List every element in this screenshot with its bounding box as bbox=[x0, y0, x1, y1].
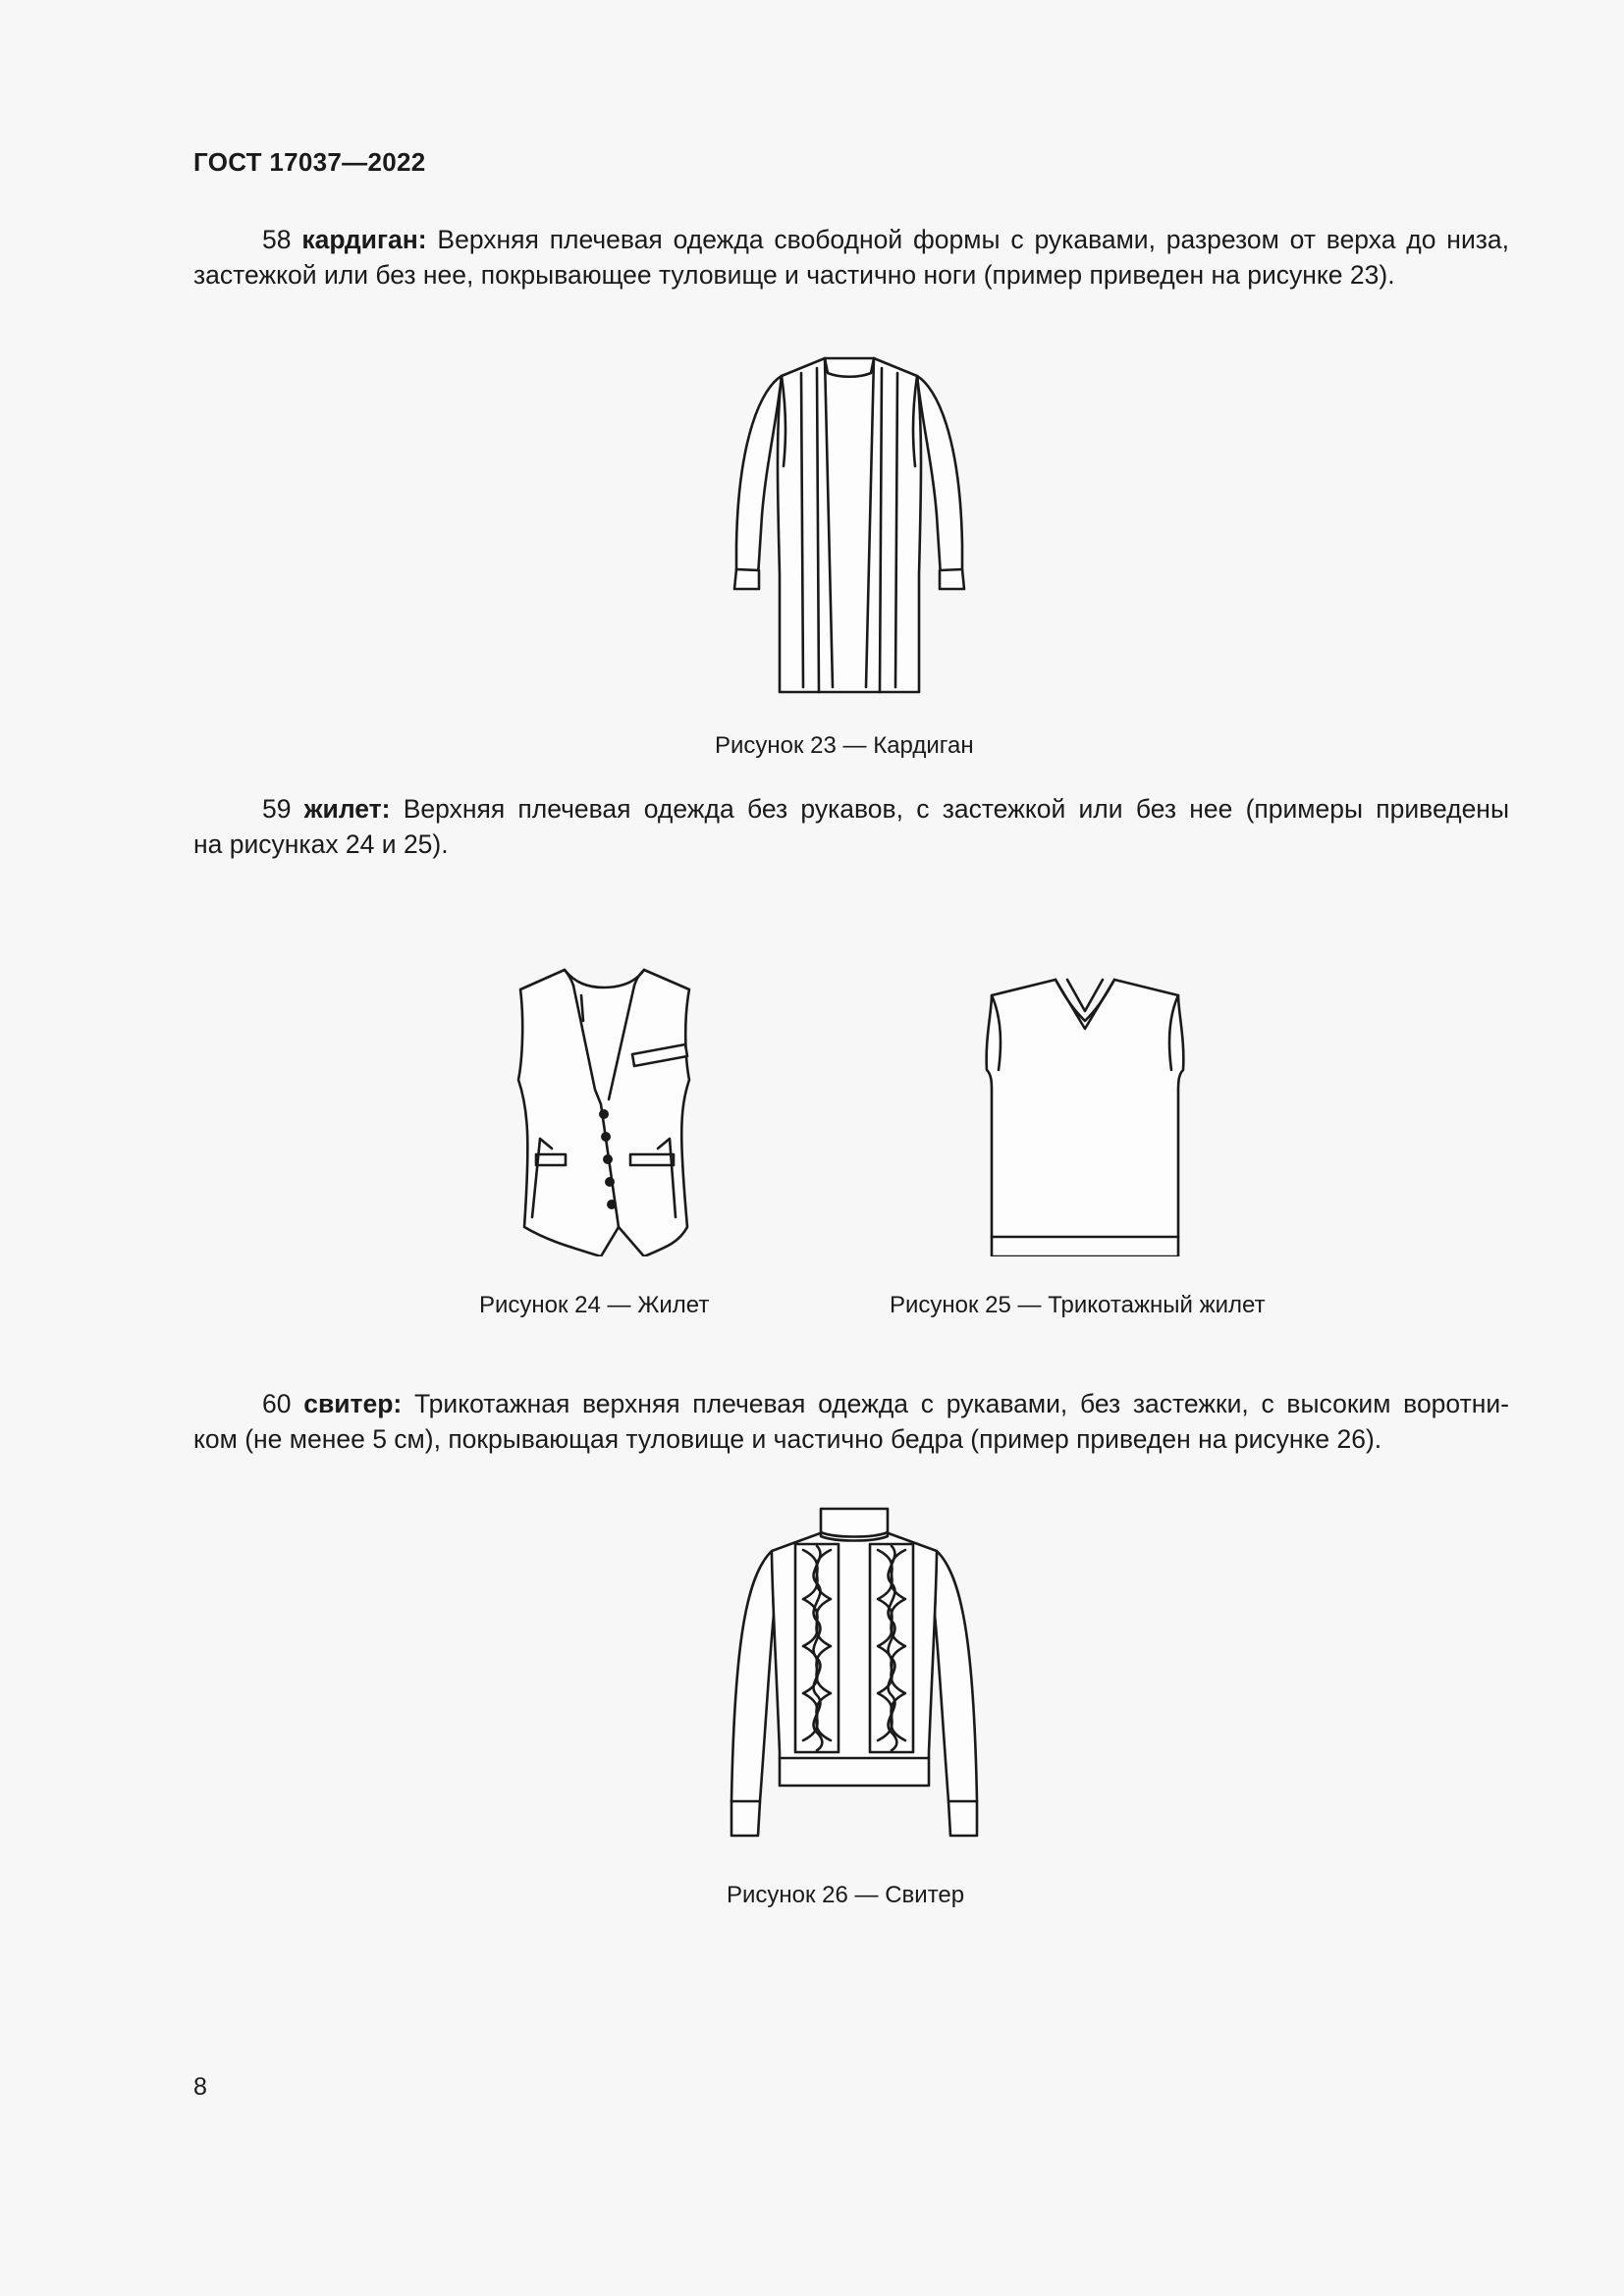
term-title: свитер: bbox=[303, 1389, 403, 1418]
term-58-paragraph bbox=[193, 222, 1509, 293]
document-header: ГОСТ 17037—2022 bbox=[193, 147, 426, 177]
figure-cardigan bbox=[727, 348, 972, 702]
term-60-paragraph bbox=[193, 1386, 1509, 1457]
figure-26-caption: Рисунок 26 — Свитер bbox=[727, 1882, 965, 1908]
term-definition-line-1: Трикотажная верхняя плечевая одежда с рукавами, без застежки, с высоким воротни- bbox=[413, 1389, 1509, 1418]
cardigan-drawing bbox=[727, 348, 972, 702]
term-definition-line-1: Верхняя плечевая одежда свободной формы с рукавами, разрезом от верха до низа, bbox=[437, 225, 1509, 254]
term-title: жилет: bbox=[303, 794, 391, 824]
figure-24-caption: Рисунок 24 — Жилет bbox=[479, 1292, 710, 1318]
figure-23-caption: Рисунок 23 — Кардиган bbox=[715, 732, 974, 759]
term-59-paragraph bbox=[193, 791, 1509, 862]
term-definition-line-2: ком (не менее 5 см), покрывающая туловище и частично бедра (пример приведен на рисунке 26). bbox=[193, 1424, 1382, 1454]
sweater-drawing bbox=[727, 1507, 982, 1845]
figure-sweater bbox=[727, 1507, 982, 1845]
term-title: кардиган: bbox=[301, 225, 427, 254]
figure-25-caption: Рисунок 25 — Трикотажный жилет bbox=[890, 1292, 1266, 1318]
knitted-vest-drawing bbox=[977, 972, 1193, 1256]
figure-knitted-vest bbox=[977, 972, 1193, 1256]
term-definition-line-2: на рисунках 24 и 25). bbox=[193, 829, 449, 859]
term-definition-line-2: застежкой или без нее, покрывающее туловище и частично ноги (пример приведен на рисунке 23). bbox=[193, 260, 1395, 290]
term-number: 59 bbox=[262, 794, 292, 824]
vest-drawing bbox=[511, 962, 697, 1256]
figure-vest bbox=[511, 962, 697, 1256]
term-number: 60 bbox=[262, 1389, 292, 1418]
term-definition-line-1: Верхняя плечевая одежда без рукавов, с застежкой или без нее (примеры приведены bbox=[403, 794, 1509, 824]
page-number: 8 bbox=[193, 2073, 207, 2101]
term-number: 58 bbox=[262, 225, 292, 254]
